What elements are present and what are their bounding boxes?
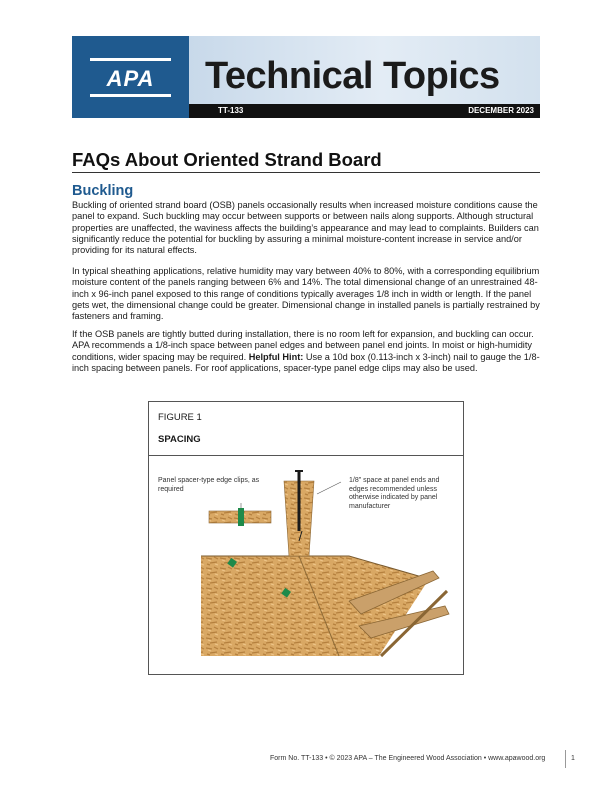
doc-date: DECEMBER 2023 — [468, 106, 534, 115]
publication-title: Technical Topics — [205, 55, 500, 97]
title-rule — [72, 172, 540, 173]
footer-divider — [565, 750, 566, 768]
paragraph-text: If the OSB panels are tightly butted during installation, there is no room left for expansion, and buckling can occur. APA recommends a 1/8-inch space between panel edges and between panel end joints. In moist or high-humidity conditions, wider spacing may be required. — [72, 329, 534, 362]
masthead — [72, 36, 540, 118]
logo-line — [90, 94, 171, 97]
doc-code: TT-133 — [218, 106, 244, 115]
clip-detail — [238, 508, 244, 526]
header-info-bar — [189, 104, 540, 118]
callout-edge-clips: Panel spacer-type edge clips, as required — [158, 477, 260, 493]
helpful-hint-label: Helpful Hint: — [248, 351, 304, 362]
figure-title: SPACING — [158, 434, 201, 445]
logo-line — [90, 58, 171, 61]
paragraph — [72, 329, 542, 374]
paragraph: In typical sheathing applications, relative humidity may vary between 40% to 80%, with a corresponding equilibrium moisture content of the panels ranging between 6% and 14%. The total dimensional change of an unrestrained 48-inch x 96-inch panel exposed to this range of conditions typically averages 1/8 inch in width or length. If the panel gets wet, the dimensional change could be greater. Dimensional change in installed panels is partially restrained by fasteners and framing. — [72, 266, 540, 322]
figure-spacing — [148, 401, 464, 675]
callout-spacing: 1/8" space at panel ends and edges recommended unless otherwise indicated by panel manufacturer — [349, 477, 440, 510]
page-number: 1 — [571, 755, 575, 762]
paragraph: Buckling of oriented strand board (OSB) panels occasionally results when increased moisture conditions cause the panel to expand. Such buckling may occur between supports or between nails along supports. Although structural properties are unaffected, the waviness affects the building’s appearance and may lead to complaints. Builders can significantly reduce the potential for buckling by assuring a minimal moisture-content increase in service and/or providing for its natural effects. — [72, 200, 539, 256]
section-heading: Buckling — [72, 183, 134, 199]
clip-detail-panel — [243, 511, 271, 523]
page-title: FAQs About Oriented Strand Board — [72, 149, 382, 170]
leader-line — [317, 482, 341, 494]
logo-text: APA — [106, 66, 155, 91]
clip-detail-panel — [209, 511, 239, 523]
apa-logo — [72, 36, 189, 118]
footer-text: Form No. TT-133 • © 2023 APA – The Engineered Wood Association • www.apawood.org — [270, 755, 546, 762]
figure-label: FIGURE 1 — [158, 412, 202, 423]
paragraph-text: Use a 10d box (0.113-inch x 3-inch) nail to gauge the 1/8-inch spacing between panels. For roof applications, spacer-type panel edge clips may also be used. — [72, 351, 540, 373]
header-banner — [189, 36, 540, 104]
